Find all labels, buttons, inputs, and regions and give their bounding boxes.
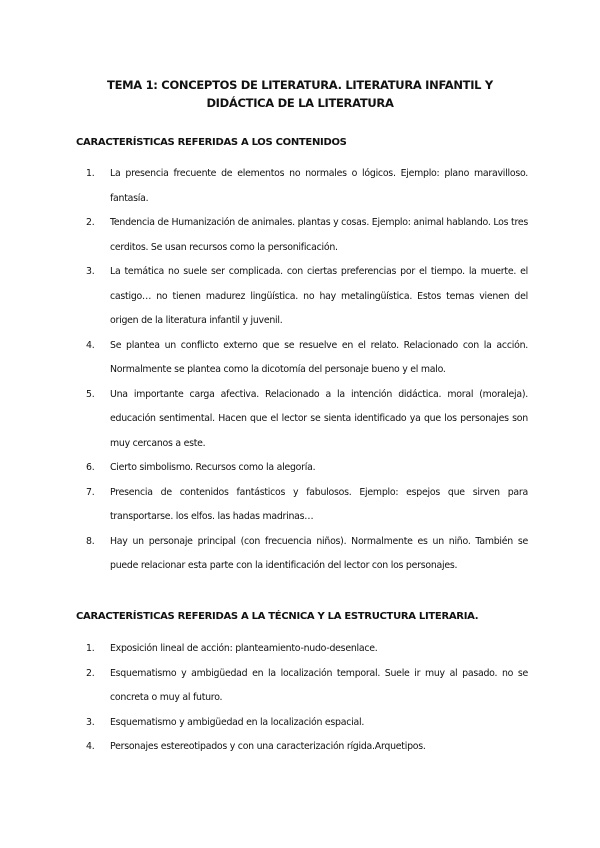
list-text: Presencia de contenidos fantásticos y fabulosos. Ejemplo: espejos que sirven para transportarse. los elfos. las hadas madrinas… (110, 486, 528, 522)
list-item (86, 456, 528, 481)
list-item (86, 211, 528, 260)
list-text: Se plantea un conflicto externo que se resuelve en el relato. Relacionado con la acción. Normalmente se plantea como la dicotomía del personaje bueno y el malo. (110, 339, 528, 375)
list-item (86, 530, 528, 579)
list-number: 3. (86, 716, 95, 728)
list-item (86, 383, 528, 457)
page-title: TEMA 1: CONCEPTOS DE LITERATURA. LITERATURA INFANTIL Y DIDÁCTICA DE LA LITERATURA (107, 78, 493, 110)
list-item (86, 735, 528, 760)
list-item (86, 662, 528, 711)
list-item (86, 637, 528, 662)
list-number: 2. (86, 217, 95, 228)
section-heading-technique: CARACTERÍSTICAS REFERIDAS A LA TÉCNICA Y LA ESTRUCTURA LITERARIA. (76, 611, 479, 622)
list-text: Hay un personaje principal (con frecuencia niños). Normalmente es un niño. También se puede relacionar esta parte con la identificación del lector con los personajes. (110, 535, 528, 571)
list-text: Exposición lineal de acción: planteamiento-nudo-desenlace. (110, 643, 378, 654)
list-number: 2. (86, 667, 95, 679)
technique-list (86, 637, 528, 760)
list-text: Esquematismo y ambigüedad en la localización espacial. (110, 716, 365, 728)
section-heading-contents: CARACTERÍSTICAS REFERIDAS A LOS CONTENIDOS (76, 137, 347, 148)
list-text: Tendencia de Humanización de animales. plantas y cosas. Ejemplo: animal hablando. Los tres cerditos. Se usan recursos como la personificación. (110, 217, 528, 253)
list-number: 7. (86, 486, 95, 498)
list-number: 4. (86, 741, 95, 752)
list-item (86, 334, 528, 383)
list-number: 1. (86, 168, 95, 179)
list-text: La presencia frecuente de elementos no normales o lógicos. Ejemplo: plano maravilloso. fantasía. (110, 168, 528, 204)
list-text: Esquematismo y ambigüedad en la localización temporal. Suele ir muy al pasado. no se concreta o muy al futuro. (110, 667, 528, 703)
list-number: 1. (86, 643, 95, 654)
list-number: 3. (86, 266, 95, 277)
contents-list (86, 162, 528, 579)
list-text: Cierto simbolismo. Recursos como la alegoría. (110, 462, 316, 473)
list-number: 5. (86, 388, 95, 400)
list-number: 6. (86, 462, 95, 473)
list-item (86, 711, 528, 736)
list-item (86, 481, 528, 530)
list-text: Una importante carga afectiva. Relacionado a la intención didáctica. moral (moraleja). educación sentimental. Hacen que el lector se sienta identificado ya que los personajes son muy cercanos a este. (110, 388, 528, 449)
list-item (86, 260, 528, 334)
list-text: La temática no suele ser complicada. con ciertas preferencias por el tiempo. la muerte. el castigo… no tienen madurez lingüística. no hay metalingüística. Estos temas vienen del origen de la literatura infantil y juvenil. (110, 266, 528, 326)
list-text: Personajes estereotipados y con una caracterización rígida.Arquetipos. (110, 741, 426, 752)
list-item (86, 162, 528, 211)
list-number: 8. (86, 535, 95, 547)
list-number: 4. (86, 339, 95, 351)
